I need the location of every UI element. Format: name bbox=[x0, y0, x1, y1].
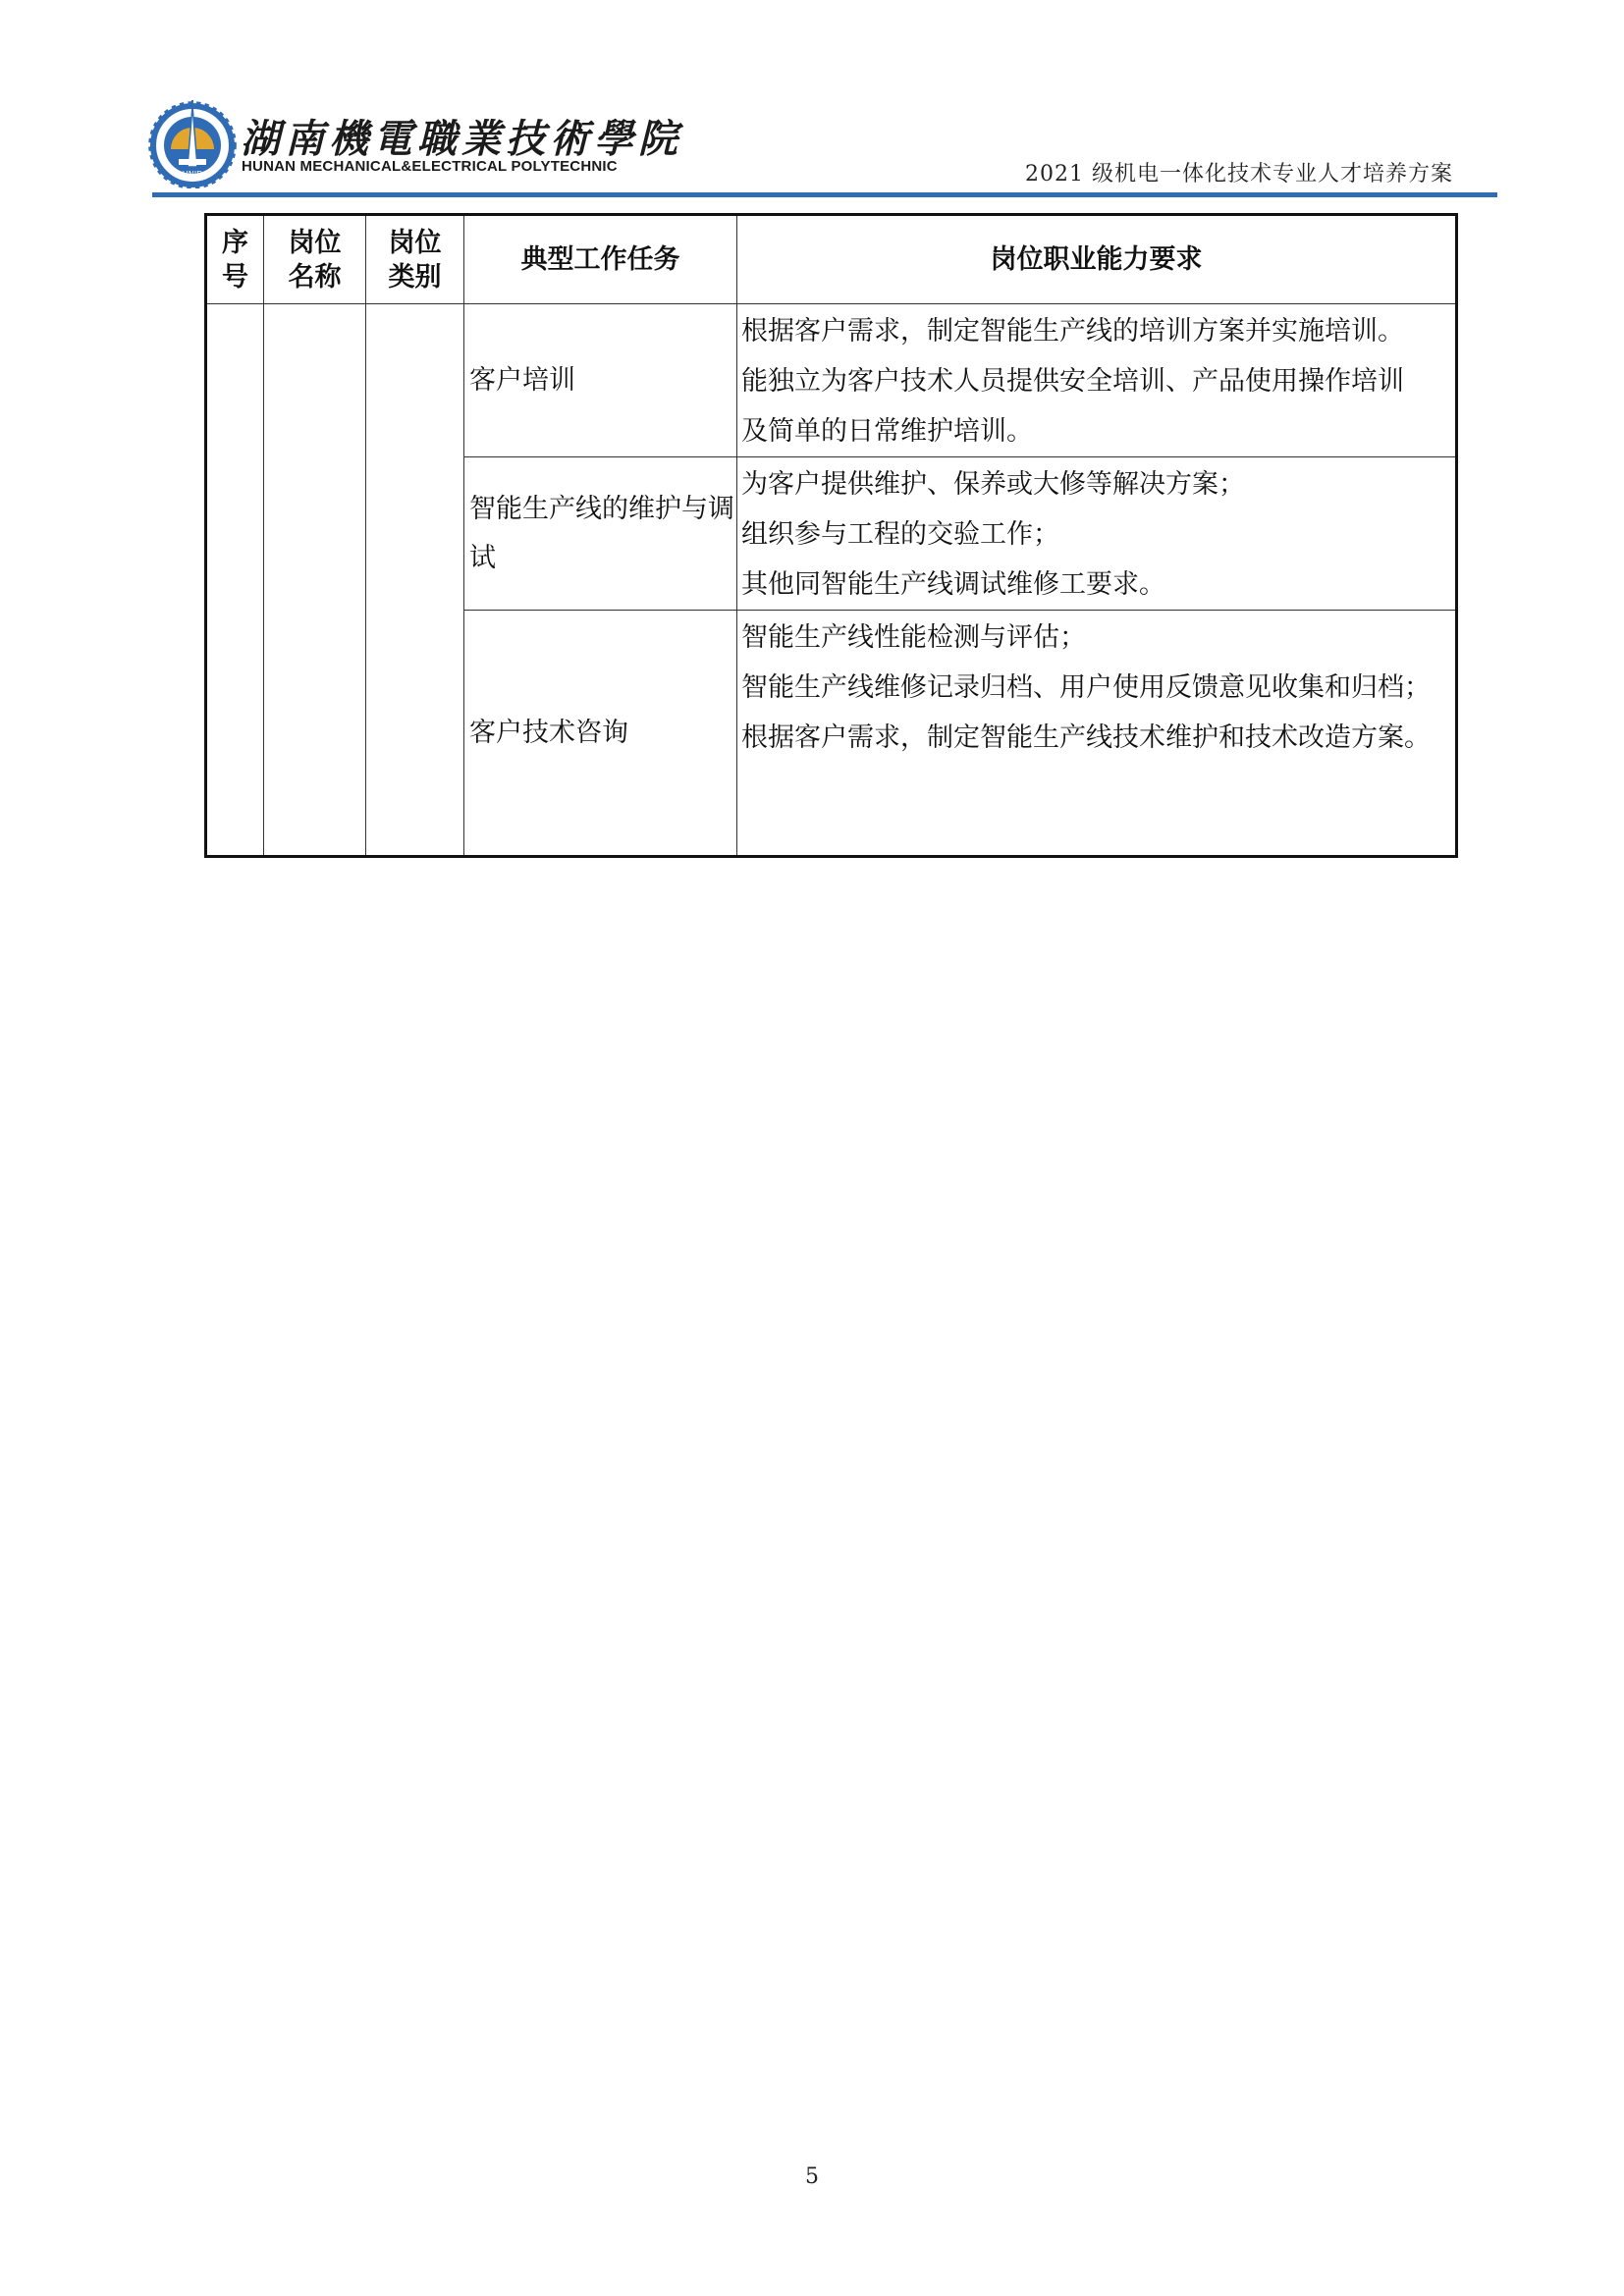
header-seq: 序 号 bbox=[206, 215, 264, 304]
school-emblem-icon bbox=[147, 98, 238, 188]
header-typical-task: 典型工作任务 bbox=[464, 215, 737, 304]
svg-text:HNJD: HNJD bbox=[182, 170, 203, 179]
requirement-line: 为客户提供维护、保养或大修等解决方案； bbox=[741, 469, 1245, 500]
header-post-name: 岗位 名称 bbox=[264, 215, 366, 304]
requirement-line: 组织参与工程的交验工作； bbox=[741, 519, 1059, 550]
requirement-line: 智能生产线维修记录归档、用户使用反馈意见收集和归档； bbox=[741, 672, 1431, 703]
school-name-en: HUNAN MECHANICAL&ELECTRICAL POLYTECHNIC bbox=[242, 158, 618, 175]
table-header-row bbox=[206, 215, 1457, 304]
job-requirements-table bbox=[204, 213, 1458, 858]
requirement-line: 根据客户需求，制定智能生产线技术维护和技术改造方案。 bbox=[741, 722, 1431, 753]
school-name-cn: 湖南機電職業技術學院 bbox=[241, 116, 682, 162]
requirement-line: 根据客户需求，制定智能生产线的培训方案并实施培训。 bbox=[741, 316, 1404, 347]
post-type-cell bbox=[366, 304, 464, 857]
plan-title: 2021 级机电一体化技术专业人才培养方案 bbox=[1025, 162, 1453, 187]
header-post-type: 岗位 类别 bbox=[366, 215, 464, 304]
seq-cell bbox=[206, 304, 264, 857]
requirements-cell bbox=[737, 457, 1457, 611]
requirement-line: 智能生产线性能检测与评估； bbox=[741, 622, 1086, 653]
post-name-cell bbox=[264, 304, 366, 857]
table-row bbox=[206, 304, 1457, 457]
header-requirements: 岗位职业能力要求 bbox=[737, 215, 1457, 304]
task-cell: 客户技术咨询 bbox=[464, 611, 737, 857]
requirement-line: 及简单的日常维护培训。 bbox=[741, 416, 1033, 447]
requirement-line: 其他同智能生产线调试维修工要求。 bbox=[741, 569, 1165, 600]
page-header bbox=[147, 98, 1492, 201]
requirements-cell bbox=[737, 304, 1457, 457]
task-cell: 智能生产线的维护与调试 bbox=[464, 457, 737, 611]
requirement-line: 能独立为客户技术人员提供安全培训、产品使用操作培训 bbox=[741, 366, 1404, 397]
requirements-cell bbox=[737, 611, 1457, 857]
task-cell: 客户培训 bbox=[464, 304, 737, 457]
header-rule bbox=[152, 192, 1497, 197]
page-number: 5 bbox=[805, 2164, 819, 2189]
